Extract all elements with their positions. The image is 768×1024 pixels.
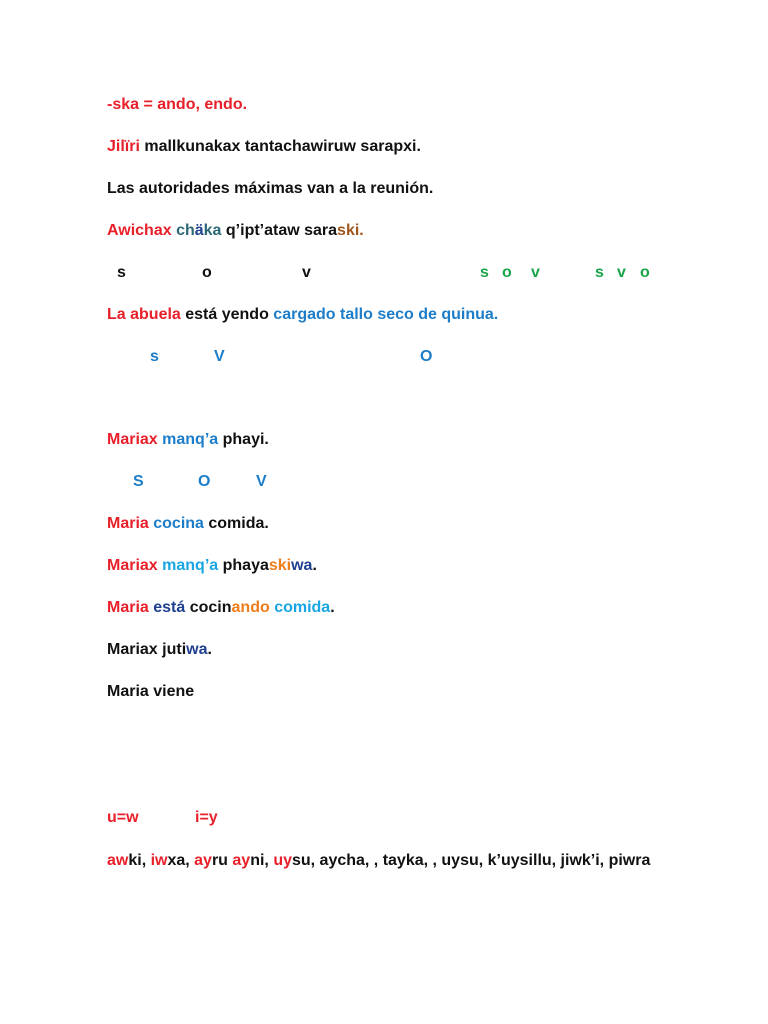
sentence-stem: Mariax juti [107,641,187,658]
label-v: v [302,264,311,281]
object-part: ch [176,222,195,239]
label-v: V [256,473,267,490]
rule-i-y: i=y [195,809,218,826]
subject-word: Mariax [107,557,158,574]
label-o: o [202,264,212,281]
verb-word: cocina [153,515,204,532]
suffix-definition [107,96,247,114]
object-word: manq’a [162,557,219,574]
label-green-o: o [640,264,650,281]
label-green-o: o [502,264,512,281]
object-word: comida [274,599,331,616]
period: . [312,557,317,574]
subject-word: Awichax [107,222,172,239]
suffix-highlight: ski [337,222,360,239]
aymara-sentence-1 [107,138,421,156]
highlight-ay: ay [232,852,251,869]
verb-stem: phaya [218,557,269,574]
spanish-sentence-3 [107,515,269,533]
word-part: xa, [167,852,195,869]
subject-word: Maria [107,599,149,616]
highlight-iw: iw [150,852,168,869]
label-v: V [214,348,225,365]
suffix-text: -ska = ando, endo. [107,96,248,113]
rule-u-w: u=w [107,809,139,826]
period: . [359,222,364,239]
period: . [207,641,212,658]
word-part: su, aycha, , tayka, , uysu, k’uysillu, jiwk’i, piwra [291,852,651,869]
highlight-uy: uy [273,852,292,869]
spanish-sentence-2 [107,306,498,324]
aymara-sentence-5 [107,641,212,659]
translation-text: Las autoridades máximas van a la reunión. [107,180,434,197]
word-part: ni, [250,852,274,869]
object-phrase: cargado tallo seco de quinua. [273,306,499,323]
label-o: O [198,473,211,490]
spanish-sentence-1 [107,180,433,198]
word-part: ki, [128,852,151,869]
aymara-sentence-2 [107,222,364,240]
label-o: O [420,348,433,365]
verb-stem: cocin [185,599,232,616]
subject-word: Mariax [107,431,158,448]
translation-text: Maria viene [107,683,195,700]
word-part: ru [211,852,233,869]
object-part: ä [194,222,204,239]
suffix-highlight: ando [231,599,270,616]
spanish-sentence-5 [107,683,194,701]
subject-phrase: La abuela [107,306,181,323]
verb-word: phayi. [218,431,269,448]
suffix-highlight: wa [291,557,313,574]
period: . [330,599,335,616]
rest-text: q’ipt’ataw sara [221,222,338,239]
label-green-s: s [480,264,489,281]
object-part: ka [203,222,222,239]
highlight-aw: aw [107,852,129,869]
object-word: comida. [203,515,269,532]
aymara-sentence-4 [107,557,317,575]
label-s: S [133,473,144,490]
label-s: s [150,348,159,365]
word-list [107,847,667,875]
label-green-v: v [617,264,626,281]
suffix-highlight: ski [268,557,292,574]
highlight-ay: ay [194,852,212,869]
spanish-sentence-4 [107,599,335,617]
rest-text: mallkunakax tantachawiruw sarapxi. [139,138,421,155]
auxiliary-word: está [153,599,186,616]
label-s: s [117,264,126,281]
aymara-sentence-3 [107,431,269,449]
label-green-v: v [531,264,540,281]
label-green-s: s [595,264,604,281]
subject-word: Jilïri [107,138,140,155]
suffix-highlight: wa [186,641,208,658]
verb-phrase: está yendo [180,306,274,323]
object-word: manq’a [162,431,219,448]
subject-word: Maria [107,515,149,532]
